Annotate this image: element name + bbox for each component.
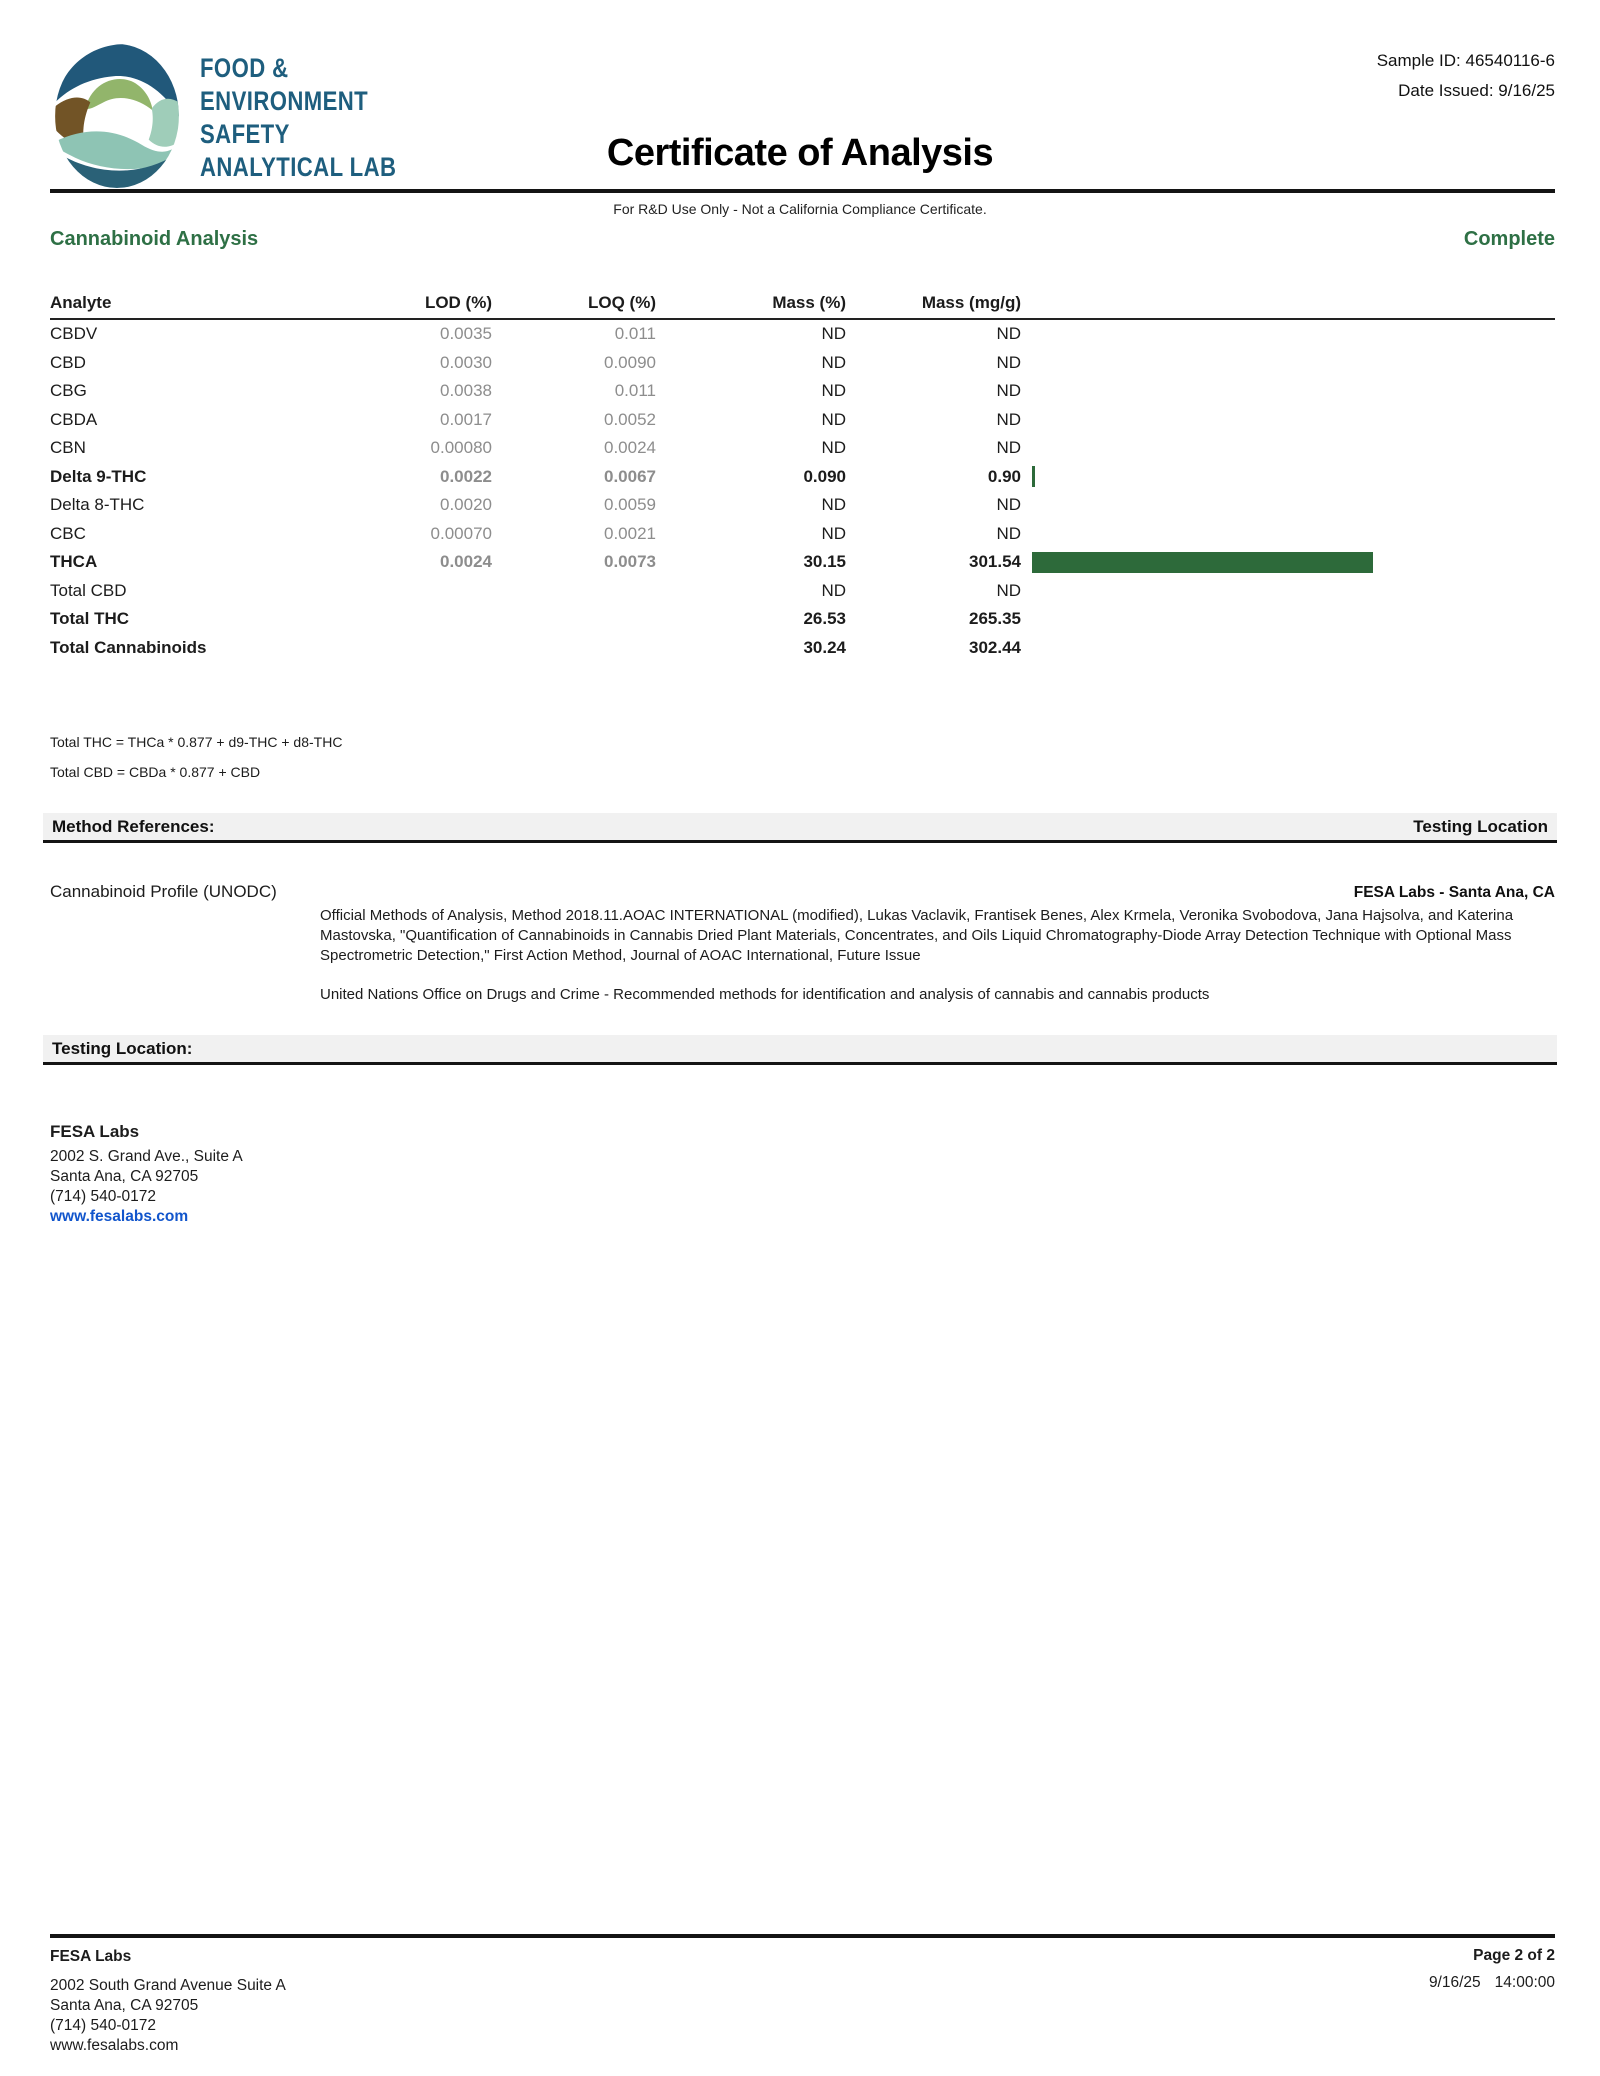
method-reference-unodc: United Nations Office on Drugs and Crime - Recommended methods for identification and analysis of cannabis and cannabis products xyxy=(320,986,1210,1003)
mass-pct-value: 30.15 xyxy=(803,552,846,572)
loq-value: 0.0024 xyxy=(604,438,656,458)
footer-lab-name: FESA Labs xyxy=(50,1948,132,1965)
testing-location-bar xyxy=(43,1035,1557,1065)
phone-number: (714) 540-0172 xyxy=(50,1188,156,1205)
loq-value: 0.0059 xyxy=(604,495,656,515)
analyte-name: CBN xyxy=(50,438,86,458)
analyte-name: Total CBD xyxy=(50,580,127,600)
website-link[interactable]: www.fesalabs.com xyxy=(50,1208,189,1225)
analyte-name: Delta 8-THC xyxy=(50,495,145,515)
analyte-name: THCA xyxy=(50,552,98,572)
col-mass-mg: Mass (mg/g) xyxy=(921,293,1021,312)
loq-value: 0.011 xyxy=(614,324,656,344)
page-number: Page 2 of 2 xyxy=(1473,1947,1555,1964)
mass-mg-value: ND xyxy=(996,381,1021,401)
col-loq: LOQ (%) xyxy=(588,293,656,312)
compliance-disclaimer: For R&D Use Only - Not a California Compliance Certificate. xyxy=(613,201,987,217)
method-reference-aoac: Official Methods of Analysis, Method 2018.11.AOAC INTERNATIONAL (modified), Lukas Vaclavik, Frantisek Benes, Alex Krmela, Veronika Svobodova, Jana Hajsolva, and Katerina Mastovska, "Quantification of Cannabinoids in Cannabis Dried Plant Materials, Concentrates, and Oils Liquid Chromatography-Diode Array Detection Technique with Optional Mass Spectrometric Detection," First Action Method, Journal of AOAC International, Future Issue xyxy=(320,907,1514,964)
testing-location-column-label: Testing Location xyxy=(1413,816,1548,836)
table-row xyxy=(50,320,1555,349)
loq-value: 0.011 xyxy=(614,381,656,401)
analyte-name: CBC xyxy=(50,523,86,543)
table-header-row xyxy=(50,288,1555,320)
analyte-name: CBDV xyxy=(50,324,98,344)
mass-pct-value: ND xyxy=(821,324,846,344)
testing-location-address xyxy=(50,1122,243,1227)
method-references-bar xyxy=(43,813,1557,843)
mass-mg-value: 265.35 xyxy=(969,609,1021,629)
lod-value: 0.00070 xyxy=(430,523,492,543)
analyte-name: CBDA xyxy=(50,409,98,429)
table-row xyxy=(50,434,1555,463)
mass-pct-value: 26.53 xyxy=(803,609,846,629)
lod-value: 0.0030 xyxy=(440,352,492,372)
section-title: Cannabinoid Analysis xyxy=(50,228,259,250)
mass-mg-value: ND xyxy=(996,438,1021,458)
analyte-name: Delta 9-THC xyxy=(50,466,147,486)
page-title: Certificate of Analysis xyxy=(606,132,994,174)
mass-mg-value: ND xyxy=(996,495,1021,515)
mass-pct-value: 0.090 xyxy=(803,466,846,486)
footer-date: 9/16/25 xyxy=(1428,1974,1481,1991)
analyte-name: CBG xyxy=(50,381,87,401)
mass-pct-value: ND xyxy=(821,381,846,401)
loq-value: 0.0067 xyxy=(604,466,656,486)
lab-wordmark-line: ANALYTICAL LAB xyxy=(200,152,397,182)
col-mass-pct: Mass (%) xyxy=(772,293,846,312)
total-cbd-formula: Total CBD = CBDa * 0.877 + CBD xyxy=(50,764,261,780)
table-row xyxy=(50,406,1555,435)
table-row xyxy=(50,377,1555,406)
mass-pct-value: ND xyxy=(821,409,846,429)
mass-bar xyxy=(1032,552,1373,573)
col-lod: LOD (%) xyxy=(424,293,492,312)
analyte-name: Total THC xyxy=(50,609,130,629)
table-row xyxy=(50,520,1555,549)
cannabinoid-profile-label: Cannabinoid Profile (UNODC) xyxy=(50,882,277,901)
table-row xyxy=(50,548,1555,577)
address-line: Santa Ana, CA 92705 xyxy=(50,1168,199,1185)
lod-value: 0.0035 xyxy=(440,324,492,344)
mass-pct-value: ND xyxy=(821,495,846,515)
loq-value: 0.0021 xyxy=(604,523,656,543)
analyte-name: Total Cannabinoids xyxy=(50,637,207,657)
mass-mg-value: ND xyxy=(996,409,1021,429)
table-row xyxy=(50,349,1555,378)
lod-value: 0.00080 xyxy=(430,438,492,458)
mass-pct-value: ND xyxy=(821,438,846,458)
method-references-label: Method References: xyxy=(52,816,215,836)
footer-website: www.fesalabs.com xyxy=(50,2037,179,2054)
lab-wordmark-line: ENVIRONMENT xyxy=(200,86,369,116)
lod-value: 0.0024 xyxy=(440,552,492,572)
lod-value: 0.0017 xyxy=(440,409,492,429)
header-divider xyxy=(50,189,1555,193)
mass-mg-value: 302.44 xyxy=(969,637,1021,657)
lab-wordmark-line: FOOD & xyxy=(200,53,289,83)
loq-value: 0.0090 xyxy=(604,352,656,372)
lod-value: 0.0020 xyxy=(440,495,492,515)
date-issued: Date Issued: 9/16/25 xyxy=(1398,81,1555,100)
table-row xyxy=(50,605,1555,634)
cannabinoid-table xyxy=(50,288,1555,662)
lod-value: 0.0022 xyxy=(440,466,492,486)
total-thc-formula: Total THC = THCa * 0.877 + d9-THC + d8-THC xyxy=(50,734,343,750)
mass-mg-value: ND xyxy=(996,580,1021,600)
address-line: 2002 S. Grand Ave., Suite A xyxy=(50,1148,243,1165)
status-badge: Complete xyxy=(1463,228,1555,250)
sample-meta xyxy=(1377,46,1555,106)
mass-pct-value: 30.24 xyxy=(803,637,846,657)
lab-wordmark-line: SAFETY xyxy=(200,119,290,149)
page-footer xyxy=(50,1934,1555,2056)
loq-value: 0.0052 xyxy=(604,409,656,429)
footer-phone: (714) 540-0172 xyxy=(50,2017,156,2034)
method-references-content xyxy=(50,876,1555,1005)
table-row xyxy=(50,463,1555,492)
footer-time: 14:00:00 xyxy=(1494,1974,1555,1991)
sample-id: Sample ID: 46540116-6 xyxy=(1376,51,1555,70)
mass-pct-value: ND xyxy=(821,352,846,372)
lod-value: 0.0038 xyxy=(440,381,492,401)
table-row xyxy=(50,491,1555,520)
table-row xyxy=(50,577,1555,606)
mass-mg-value: ND xyxy=(996,523,1021,543)
loq-value: 0.0073 xyxy=(604,552,656,572)
testing-lab-name: FESA Labs - Santa Ana, CA xyxy=(1353,884,1555,901)
mass-mg-value: ND xyxy=(996,352,1021,372)
mass-mg-value: ND xyxy=(996,324,1021,344)
mass-pct-value: ND xyxy=(821,523,846,543)
table-row xyxy=(50,634,1555,663)
mass-pct-value: ND xyxy=(821,580,846,600)
footer-address-line: 2002 South Grand Avenue Suite A xyxy=(50,1977,286,1994)
testing-location-label: Testing Location: xyxy=(52,1038,193,1058)
mass-bar xyxy=(1032,466,1035,487)
footer-address-line: Santa Ana, CA 92705 xyxy=(50,1997,199,2014)
lab-name: FESA Labs xyxy=(50,1122,140,1141)
mass-mg-value: 0.90 xyxy=(987,466,1021,486)
col-analyte: Analyte xyxy=(50,293,112,312)
analyte-name: CBD xyxy=(50,352,86,372)
mass-mg-value: 301.54 xyxy=(969,552,1021,572)
calculation-footnotes xyxy=(50,732,342,782)
